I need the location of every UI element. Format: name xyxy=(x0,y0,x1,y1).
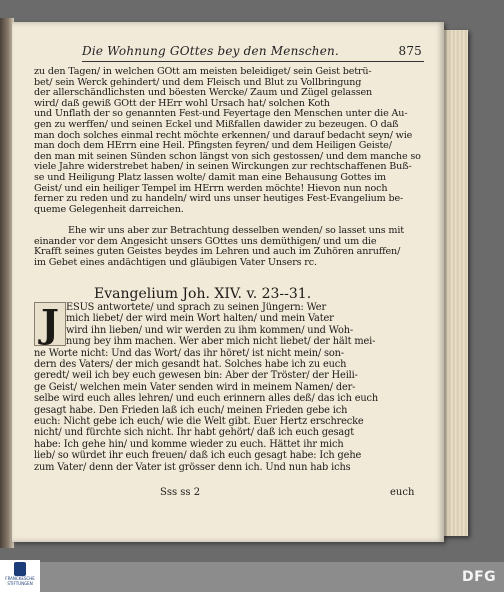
text-line: ne Worte nicht: Und das Wort/ das ihr höret/ ist nicht mein/ son- xyxy=(34,347,344,359)
text-line: viele Jahre widerstrebet haben/ in seinen Wirckungen zur rechtschaffenen Buß- xyxy=(34,161,412,173)
library-name-line2: STIFTUNGEN xyxy=(7,580,33,586)
text-line: ESUS antwortete/ und sprach zu seinen Jüngern: Wer xyxy=(66,302,326,313)
running-head xyxy=(82,44,422,60)
library-logo[interactable] xyxy=(4,560,36,592)
text-line: nicht/ und fürchte sich nicht. Ihr habt gehört/ daß ich euch gesagt xyxy=(34,427,355,439)
text-line: ge Geist/ welchen mein Vater senden wird in meinem Namen/ der- xyxy=(34,381,356,393)
text-line: der allerschändlichsten und böesten Wercke/ Zaum und Zügel gelassen xyxy=(34,87,373,99)
text-line: den man mit seinen Sünden schon längst von sich gestossen/ und dem manche so xyxy=(34,150,421,162)
text-line: habe: Ich gehe hin/ und komme wieder zu euch. Hättet ihr mich xyxy=(34,438,344,450)
text-line: man doch dem HErrn eine Heil. Pfingsten feyren/ und dem Heiligen Geiste/ xyxy=(34,140,392,152)
page-edges xyxy=(440,30,468,536)
text-line: geredt/ weil ich bey euch gewesen bin: Aber der Tröster/ der Heili- xyxy=(34,370,358,382)
text-line: zu den Tagen/ in welchen GOtt am meisten beleidiget/ sein Geist betrü- xyxy=(34,66,372,77)
viewer-footer xyxy=(0,562,504,592)
text-line: mich liebet/ der wird mein Wort halten/ und mein Vater xyxy=(66,313,334,325)
drop-cap-initial: J xyxy=(34,302,66,346)
text-line: selbe wird euch alles lehren/ und euch erinnern alles deß/ das ich euch xyxy=(34,393,379,405)
header-rule xyxy=(82,61,424,62)
page-number: 875 xyxy=(398,44,422,58)
dfg-logo[interactable]: DFG xyxy=(462,569,497,585)
text-line: nung bey ihm machen. Wer aber mich nicht liebet/ der hält mei- xyxy=(66,336,376,348)
text-line: queme Gelegenheit darreichen. xyxy=(34,203,184,215)
text-line: Geist/ und ein heiliger Tempel im HErrn werden möchte! Hievon nun noch xyxy=(34,182,388,194)
gospel-heading: Evangelium Joh. XIV. v. 23--31. xyxy=(94,286,312,302)
text-line: gen zu werffen/ und seinen Eckel und Mißfallen dawider zu bezeugen. O daß xyxy=(34,118,399,130)
text-line: einander vor dem Angesicht unsers GOttes uns demüthigen/ und um die xyxy=(34,235,377,247)
text-line: lieb/ so würdet ihr euch freuen/ daß ich euch gesagt habe: Ich gehe xyxy=(34,450,362,462)
library-name-line1: FRANCKESCHE xyxy=(5,576,35,581)
text-line: se und Heiligung Platz lassen wolte/ damit man eine Behausung Gottes im xyxy=(34,171,386,183)
text-line: wird/ daß gewiß GOtt der HErr wohl Ursach hat/ solchen Koth xyxy=(34,97,330,109)
text-line: gesagt habe. Den Frieden laß ich euch/ meinen Frieden gebe ich xyxy=(34,404,348,416)
running-title: Die Wohnung GOttes bey den Menschen. xyxy=(82,44,339,58)
text-line: dern des Vaters/ der mich gesandt hat. Solches habe ich zu euch xyxy=(34,359,347,371)
paragraph-intro xyxy=(34,67,422,215)
text-line: und Unflath der so genannten Fest-und Feyertage den Menschen unter die Au- xyxy=(34,108,408,120)
text-line: im Gebet eines andächtigen und gläubigen Vater Unsers rc. xyxy=(34,256,317,268)
gospel-text xyxy=(34,302,422,473)
text-line: zum Vater/ denn der Vater ist grösser denn ich. Und nun hab ichs xyxy=(34,461,351,473)
text-line: Ehe wir uns aber zur Betrachtung desselben wenden/ so lasset uns mit xyxy=(68,225,404,236)
text-line: ferner zu reden und zu handeln/ wird uns unser heutiges Fest-Evangelium be- xyxy=(34,193,404,205)
signature-mark: Sss ss 2 xyxy=(160,487,201,498)
text-line: bet/ sein Werck gehindert/ und dem Fleisch und Blut zu Vollbringung xyxy=(34,76,362,88)
paragraph-prayer xyxy=(34,226,422,268)
text-line: man doch solches einmal recht möchte erkennen/ und darauf bedacht seyn/ wie xyxy=(34,129,413,141)
library-emblem-icon xyxy=(14,562,26,576)
text-line: wird ihn lieben/ und wir werden zu ihm kommen/ und Woh- xyxy=(66,324,354,336)
text-line: euch: Nicht gebe ich euch/ wie die Welt gibt. Euer Hertz erschrecke xyxy=(34,416,364,428)
text-line: Krafft seines guten Geistes beydes im Lehren und auch im Zuhören anruffen/ xyxy=(34,246,401,258)
catchword: euch xyxy=(390,487,415,498)
